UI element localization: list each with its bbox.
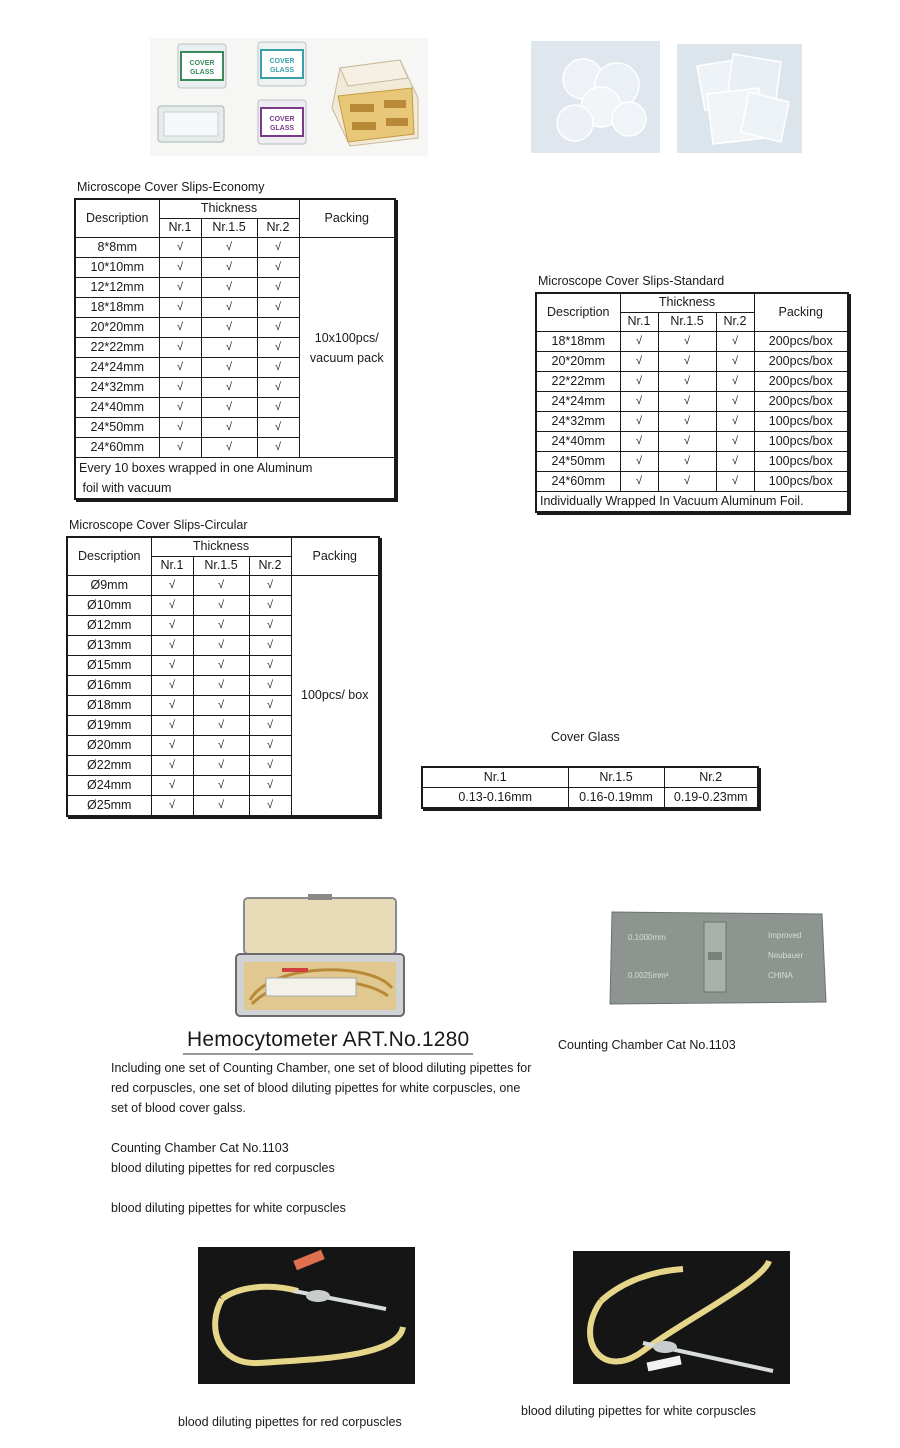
economy-header-thickness: Thickness [159, 199, 299, 219]
red-pipette-photo [198, 1247, 415, 1384]
check-cell: √ [159, 338, 201, 358]
check-cell: √ [716, 392, 754, 412]
check-cell: √ [249, 576, 291, 596]
check-cell: √ [159, 438, 201, 458]
packing-cell: 100pcs/ box [291, 576, 379, 817]
check-cell: √ [716, 472, 754, 492]
check-cell: √ [257, 278, 299, 298]
economy-grade: Nr.2 [257, 219, 299, 238]
svg-text:COVER: COVER [269, 58, 295, 65]
check-cell: √ [193, 796, 249, 817]
check-cell: √ [193, 676, 249, 696]
economy-title: Microscope Cover Slips-Economy [77, 180, 265, 194]
check-cell: √ [151, 716, 193, 736]
check-cell: √ [620, 392, 658, 412]
check-cell: √ [201, 278, 257, 298]
svg-text:CHINA: CHINA [768, 971, 793, 980]
red-pipette-caption: blood diluting pipettes for red corpuscles [178, 1415, 402, 1429]
check-cell: √ [658, 472, 716, 492]
white-pipette-caption: blood diluting pipettes for white corpuscles [521, 1404, 756, 1418]
packing-cell [299, 238, 395, 458]
size-cell: Ø18mm [67, 696, 151, 716]
check-cell: √ [620, 352, 658, 372]
check-cell: √ [201, 238, 257, 258]
standard-title: Microscope Cover Slips-Standard [538, 274, 725, 288]
check-cell: √ [201, 298, 257, 318]
check-cell: √ [658, 392, 716, 412]
counting-chamber-photo [608, 908, 828, 1006]
check-cell: √ [716, 412, 754, 432]
economy-grade: Nr.1 [159, 219, 201, 238]
table-row [536, 432, 848, 452]
check-cell: √ [620, 412, 658, 432]
size-cell: Ø16mm [67, 676, 151, 696]
check-cell: √ [249, 796, 291, 817]
check-cell: √ [249, 676, 291, 696]
check-cell: √ [159, 418, 201, 438]
check-cell: √ [257, 338, 299, 358]
packing-cell: 200pcs/box [754, 352, 848, 372]
table-row [75, 238, 395, 258]
check-cell: √ [193, 716, 249, 736]
description-line: red corpuscles, one set of blood diluting pipettes for white corpuscles, one [111, 1081, 521, 1095]
svg-text:0.1000mm: 0.1000mm [628, 933, 666, 942]
packing-cell: 100pcs/box [754, 452, 848, 472]
check-cell: √ [151, 616, 193, 636]
table-row [536, 452, 848, 472]
table-row [536, 372, 848, 392]
packing-cell: 100pcs/box [754, 412, 848, 432]
check-cell: √ [151, 696, 193, 716]
size-cell: 24*50mm [75, 418, 159, 438]
check-cell: √ [151, 756, 193, 776]
cover-glass-boxes-photo [150, 38, 428, 156]
check-cell: √ [201, 438, 257, 458]
economy-table [74, 198, 396, 500]
circular-grade: Nr.1.5 [193, 557, 249, 576]
check-cell: √ [620, 432, 658, 452]
check-cell: √ [151, 796, 193, 817]
circular-title: Microscope Cover Slips-Circular [69, 518, 248, 532]
check-cell: √ [249, 656, 291, 676]
check-cell: √ [193, 616, 249, 636]
check-cell: √ [193, 576, 249, 596]
size-cell: 10*10mm [75, 258, 159, 278]
round-cover-slips-photo [531, 41, 660, 153]
size-cell: Ø9mm [67, 576, 151, 596]
table-row [536, 472, 848, 492]
check-cell: √ [159, 398, 201, 418]
packing-cell: 200pcs/box [754, 392, 848, 412]
check-cell: √ [159, 298, 201, 318]
check-cell: √ [193, 696, 249, 716]
check-cell: √ [249, 716, 291, 736]
standard-footer: Individually Wrapped In Vacuum Aluminum Foil. [536, 492, 848, 513]
check-cell: √ [716, 432, 754, 452]
svg-text:Neubauer: Neubauer [768, 951, 804, 960]
size-cell: 24*32mm [75, 378, 159, 398]
circular-header-packing: Packing [291, 537, 379, 576]
table-row [536, 392, 848, 412]
check-cell: √ [151, 776, 193, 796]
table-row [536, 352, 848, 372]
check-cell: √ [193, 636, 249, 656]
check-cell: √ [193, 656, 249, 676]
check-cell: √ [201, 418, 257, 438]
check-cell: √ [249, 636, 291, 656]
size-cell: 24*50mm [536, 452, 620, 472]
circular-grade: Nr.2 [249, 557, 291, 576]
size-cell: 24*24mm [75, 358, 159, 378]
cover-glass-value: 0.16-0.19mm [568, 788, 664, 809]
check-cell: √ [249, 596, 291, 616]
hemocytometer-item: blood diluting pipettes for white corpuscles [111, 1201, 346, 1215]
size-cell: Ø19mm [67, 716, 151, 736]
check-cell: √ [159, 278, 201, 298]
check-cell: √ [151, 676, 193, 696]
economy-footer-line: Every 10 boxes wrapped in one Aluminum [79, 461, 313, 475]
check-cell: √ [257, 398, 299, 418]
economy-header-packing: Packing [299, 199, 395, 238]
packing-cell: 200pcs/box [754, 332, 848, 352]
counting-chamber-caption: Counting Chamber Cat No.1103 [558, 1038, 736, 1052]
circular-grade: Nr.1 [151, 557, 193, 576]
cover-glass-title: Cover Glass [551, 730, 620, 744]
size-cell: Ø10mm [67, 596, 151, 616]
check-cell: √ [716, 452, 754, 472]
description-line: Including one set of Counting Chamber, one set of blood diluting pipettes for [111, 1061, 532, 1075]
check-cell: √ [257, 378, 299, 398]
check-cell: √ [193, 756, 249, 776]
size-cell: 24*40mm [536, 432, 620, 452]
packing-line: vacuum pack [309, 350, 384, 365]
square-cover-slips-photo [677, 44, 802, 153]
cover-glass-header: Nr.1.5 [568, 767, 664, 788]
size-cell: 20*20mm [75, 318, 159, 338]
size-cell: 22*22mm [75, 338, 159, 358]
check-cell: √ [658, 452, 716, 472]
check-cell: √ [658, 412, 716, 432]
svg-text:Improved: Improved [768, 931, 802, 940]
check-cell: √ [257, 258, 299, 278]
check-cell: √ [249, 776, 291, 796]
check-cell: √ [159, 378, 201, 398]
table-row [536, 412, 848, 432]
cover-glass-value: 0.13-0.16mm [422, 788, 568, 809]
check-cell: √ [201, 378, 257, 398]
check-cell: √ [658, 352, 716, 372]
economy-header-description: Description [75, 199, 159, 238]
check-cell: √ [193, 776, 249, 796]
check-cell: √ [257, 318, 299, 338]
check-cell: √ [151, 636, 193, 656]
description-line: set of blood cover galss. [111, 1101, 246, 1115]
check-cell: √ [716, 372, 754, 392]
standard-header-thickness: Thickness [620, 293, 754, 313]
check-cell: √ [159, 318, 201, 338]
economy-grade: Nr.1.5 [201, 219, 257, 238]
svg-text:0.0025mm²: 0.0025mm² [628, 971, 669, 980]
size-cell: Ø13mm [67, 636, 151, 656]
size-cell: 24*24mm [536, 392, 620, 412]
size-cell: 18*18mm [536, 332, 620, 352]
hemocytometer-title: Hemocytometer ART.No.1280 [183, 1028, 473, 1055]
check-cell: √ [159, 258, 201, 278]
hemocytometer-item: blood diluting pipettes for red corpuscles [111, 1161, 335, 1175]
check-cell: √ [159, 358, 201, 378]
size-cell: Ø15mm [67, 656, 151, 676]
check-cell: √ [151, 656, 193, 676]
size-cell: Ø22mm [67, 756, 151, 776]
standard-header-description: Description [536, 293, 620, 332]
check-cell: √ [249, 696, 291, 716]
circular-header-description: Description [67, 537, 151, 576]
cover-glass-header: Nr.2 [664, 767, 758, 788]
svg-text:COVER: COVER [189, 60, 215, 67]
check-cell: √ [658, 332, 716, 352]
size-cell: Ø20mm [67, 736, 151, 756]
check-cell: √ [151, 596, 193, 616]
hemocytometer-case-photo [232, 892, 410, 1020]
size-cell: Ø25mm [67, 796, 151, 817]
check-cell: √ [151, 736, 193, 756]
standard-table [535, 292, 849, 513]
cover-glass-table [421, 766, 759, 809]
svg-text:GLASS: GLASS [189, 69, 215, 76]
check-cell: √ [257, 238, 299, 258]
packing-line: 10x100pcs/ [314, 330, 379, 345]
economy-footer [75, 458, 395, 500]
check-cell: √ [257, 418, 299, 438]
svg-text:COVER: COVER [269, 116, 295, 123]
check-cell: √ [716, 352, 754, 372]
check-cell: √ [201, 338, 257, 358]
check-cell: √ [201, 258, 257, 278]
check-cell: √ [620, 332, 658, 352]
economy-footer-line: foil with vacuum [79, 481, 172, 495]
check-cell: √ [201, 398, 257, 418]
check-cell: √ [201, 318, 257, 338]
check-cell: √ [658, 432, 716, 452]
circular-header-thickness: Thickness [151, 537, 291, 557]
circular-table [66, 536, 380, 817]
check-cell: √ [193, 596, 249, 616]
size-cell: 24*60mm [536, 472, 620, 492]
standard-header-packing: Packing [754, 293, 848, 332]
check-cell: √ [201, 358, 257, 378]
check-cell: √ [151, 576, 193, 596]
size-cell: 24*60mm [75, 438, 159, 458]
standard-grade: Nr.1 [620, 313, 658, 332]
packing-cell: 100pcs/box [754, 472, 848, 492]
check-cell: √ [257, 358, 299, 378]
white-pipette-photo [573, 1251, 790, 1384]
packing-cell: 100pcs/box [754, 432, 848, 452]
cover-glass-header: Nr.1 [422, 767, 568, 788]
size-cell: 20*20mm [536, 352, 620, 372]
check-cell: √ [257, 438, 299, 458]
check-cell: √ [159, 238, 201, 258]
hemocytometer-item: Counting Chamber Cat No.1103 [111, 1141, 289, 1155]
size-cell: 12*12mm [75, 278, 159, 298]
table-row [67, 576, 379, 596]
size-cell: 22*22mm [536, 372, 620, 392]
table-row [536, 332, 848, 352]
size-cell: 8*8mm [75, 238, 159, 258]
check-cell: √ [620, 452, 658, 472]
size-cell: 24*32mm [536, 412, 620, 432]
size-cell: 18*18mm [75, 298, 159, 318]
check-cell: √ [716, 332, 754, 352]
check-cell: √ [249, 616, 291, 636]
check-cell: √ [249, 756, 291, 776]
check-cell: √ [620, 472, 658, 492]
size-cell: 24*40mm [75, 398, 159, 418]
cover-glass-value: 0.19-0.23mm [664, 788, 758, 809]
standard-grade: Nr.2 [716, 313, 754, 332]
standard-grade: Nr.1.5 [658, 313, 716, 332]
check-cell: √ [249, 736, 291, 756]
check-cell: √ [620, 372, 658, 392]
check-cell: √ [658, 372, 716, 392]
hemocytometer-description [111, 1058, 581, 1118]
svg-text:GLASS: GLASS [269, 67, 295, 74]
check-cell: √ [257, 298, 299, 318]
size-cell: Ø12mm [67, 616, 151, 636]
check-cell: √ [193, 736, 249, 756]
packing-cell: 200pcs/box [754, 372, 848, 392]
svg-text:GLASS: GLASS [269, 125, 295, 132]
size-cell: Ø24mm [67, 776, 151, 796]
